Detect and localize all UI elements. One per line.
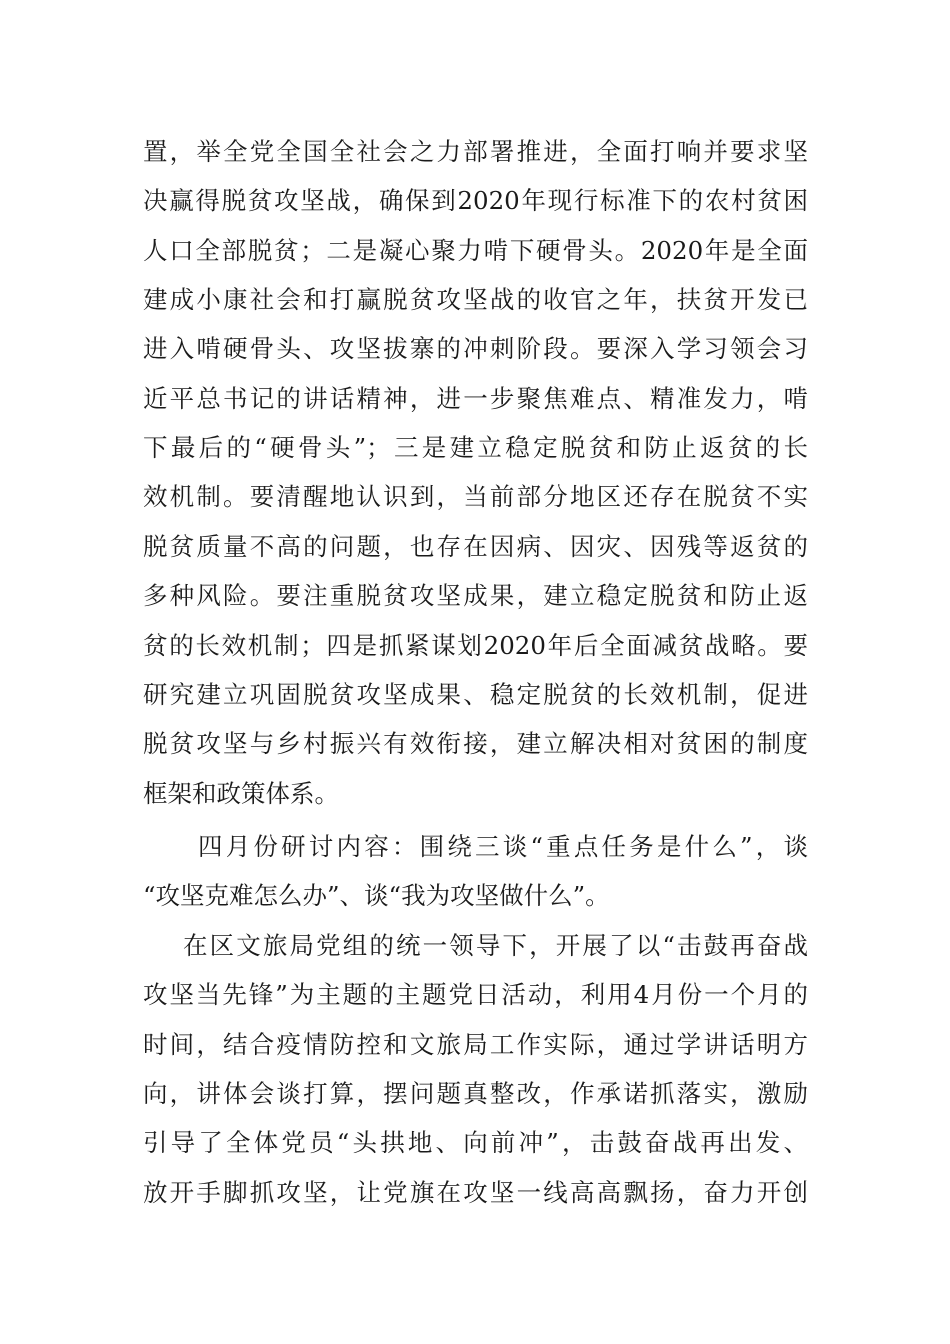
text-line-2: 决赢得脱贫攻坚战，确保到2020年现行标准下的农村贫困 [143,186,808,215]
text-line-21: 引导了全体党员“头拱地、向前冲”，击鼓奋战再出发、 [143,1128,808,1157]
text-line-22: 放开手脚抓攻坚，让党旗在攻坚一线高高飘扬，奋力开创 [143,1178,808,1207]
text-line-4: 建成小康社会和打赢脱贫攻坚战的收官之年，扶贫开发已 [143,285,808,314]
text-line-13: 脱贫攻坚与乡村振兴有效衔接，建立解决相对贫困的制度 [143,729,808,758]
text-line-14: 框架和政策体系。 [143,779,339,808]
text-line-9: 脱贫质量不高的问题，也存在因病、因灾、因残等返贫的 [143,532,808,561]
text-line-8: 效机制。要清醒地认识到，当前部分地区还存在脱贫不实 [143,482,808,511]
text-line-17: 在区文旅局党组的统一领导下，开展了以“击鼓再奋战 [183,931,808,960]
text-line-19: 时间，结合疫情防控和文旅局工作实际，通过学讲话明方 [143,1030,808,1059]
text-line-20: 向，讲体会谈打算，摆问题真整改，作承诺抓落实，激励 [143,1079,808,1108]
text-line-7: 下最后的“硬骨头”；三是建立稳定脱贫和防止返贫的长 [143,433,808,462]
text-line-16: “攻坚克难怎么办”、谈“我为攻坚做什么”。 [143,881,610,910]
text-line-1: 置，举全党全国全社会之力部署推进，全面打响并要求坚 [143,137,808,166]
text-line-6: 近平总书记的讲话精神，进一步聚焦难点、精准发力，啃 [143,384,808,413]
text-line-11: 贫的长效机制；四是抓紧谋划2020年后全面减贫战略。要 [143,631,808,660]
text-line-12: 研究建立巩固脱贫攻坚成果、稳定脱贫的长效机制，促进 [143,680,808,709]
text-line-18: 攻坚当先锋”为主题的主题党日活动，利用4月份一个月的 [143,980,808,1009]
text-line-3: 人口全部脱贫；二是凝心聚力啃下硬骨头。2020年是全面 [143,236,808,265]
text-line-10: 多种风险。要注重脱贫攻坚成果，建立稳定脱贫和防止返 [143,581,808,610]
text-line-15: 四月份研讨内容：围绕三谈“重点任务是什么”，谈 [198,832,808,861]
text-line-5: 进入啃硬骨头、攻坚拔寨的冲刺阶段。要深入学习领会习 [143,334,808,363]
